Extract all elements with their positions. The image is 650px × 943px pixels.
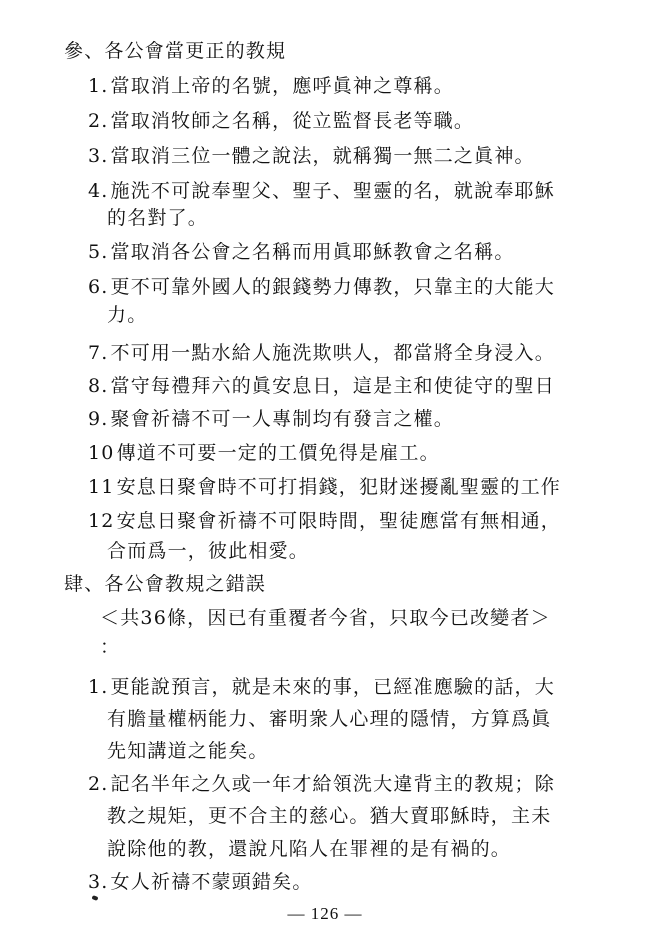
list-item-1 (88, 73, 454, 99)
error-item-1-continuation-1: 有膽量權柄能力、審明衆人心理的隱情，方算爲眞 (107, 708, 552, 730)
section-note: ＜共36條，因已有重覆者今省，只取今已改變者＞ (100, 607, 551, 629)
list-item-8 (88, 373, 555, 399)
list-item-12 (88, 508, 561, 534)
list-item-4-continuation: 的名對了。 (107, 207, 209, 229)
item-text: 當取消各公會之名稱而用眞耶穌教會之名稱。 (110, 241, 515, 263)
section-heading-3: 參、各公會當更正的教規 (64, 40, 287, 62)
item-text: 更能說預言，就是未來的事，已經准應驗的話，大 (110, 676, 555, 698)
item-number: 2. (88, 773, 109, 795)
item-number: 2. (88, 110, 109, 132)
section-heading-4: 肆、各公會教規之錯誤 (64, 573, 267, 595)
error-item-1 (88, 674, 555, 700)
item-number: 1. (88, 75, 109, 97)
list-item-9 (88, 406, 454, 432)
error-item-2 (88, 771, 555, 797)
item-number: 8. (88, 375, 109, 397)
item-number: 12 (88, 510, 115, 532)
item-number: 3. (88, 145, 109, 167)
list-item-11 (88, 474, 561, 500)
stray-mark (91, 895, 98, 901)
item-number: 3. (88, 871, 109, 893)
section-note-colon: ： (100, 636, 121, 658)
item-number: 6. (88, 276, 109, 298)
list-item-12-continuation: 合而爲一，彼此相愛。 (107, 540, 310, 562)
item-text: 當取消牧師之名稱，從立監督長老等職。 (110, 110, 475, 132)
list-item-7 (88, 340, 555, 366)
error-item-2-continuation-1: 教之規矩，更不合主的慈心。猶大賣耶穌時，主未 (107, 805, 552, 827)
item-number: 1. (88, 676, 109, 698)
list-item-4 (88, 178, 555, 204)
list-item-6-continuation: 力。 (107, 304, 148, 326)
item-text: 當取消三位一體之說法，就稱獨一無二之眞神。 (110, 145, 535, 167)
item-text: 安息日聚會祈禱不可限時間，聖徒應當有無相通， (116, 510, 561, 532)
item-text: 聚會祈禱不可一人專制均有發言之權。 (110, 408, 454, 430)
list-item-10 (88, 440, 440, 466)
item-number: 9. (88, 408, 109, 430)
error-item-1-continuation-2: 先知講道之能矣。 (107, 740, 269, 762)
item-text: 記名半年之久或一年才給領洗大違背主的教規；除 (110, 773, 555, 795)
item-number: 4. (88, 180, 109, 202)
error-item-2-continuation-2: 說除他的教，還說凡陷人在罪裡的是有禍的。 (107, 838, 512, 860)
item-text: 當守每禮拜六的眞安息日，這是主和使徒守的聖日 (110, 375, 555, 397)
item-number: 7. (88, 342, 109, 364)
item-text: 不可用一點水給人施洗欺哄人，都當將全身浸入。 (110, 342, 555, 364)
list-item-6 (88, 274, 555, 300)
item-number: 11 (88, 476, 115, 498)
page-number: — 126 — (287, 904, 363, 923)
item-text: 傳道不可要一定的工價免得是雇工。 (116, 442, 440, 464)
list-item-2 (88, 108, 474, 134)
item-text: 當取消上帝的名號，應呼眞神之尊稱。 (110, 75, 454, 97)
item-text: 安息日聚會時不可打捐錢，犯財迷擾亂聖靈的工作 (116, 476, 561, 498)
error-item-3 (88, 869, 313, 895)
item-text: 女人祈禱不蒙頭錯矣。 (110, 871, 313, 893)
item-number: 5. (88, 241, 109, 263)
list-item-5 (88, 239, 515, 265)
item-text: 更不可靠外國人的銀錢勢力傳教，只靠主的大能大 (110, 276, 555, 298)
item-text: 施洗不可說奉聖父、聖子、聖靈的名，就說奉耶穌 (110, 180, 555, 202)
item-number: 10 (88, 442, 115, 464)
list-item-3 (88, 143, 535, 169)
